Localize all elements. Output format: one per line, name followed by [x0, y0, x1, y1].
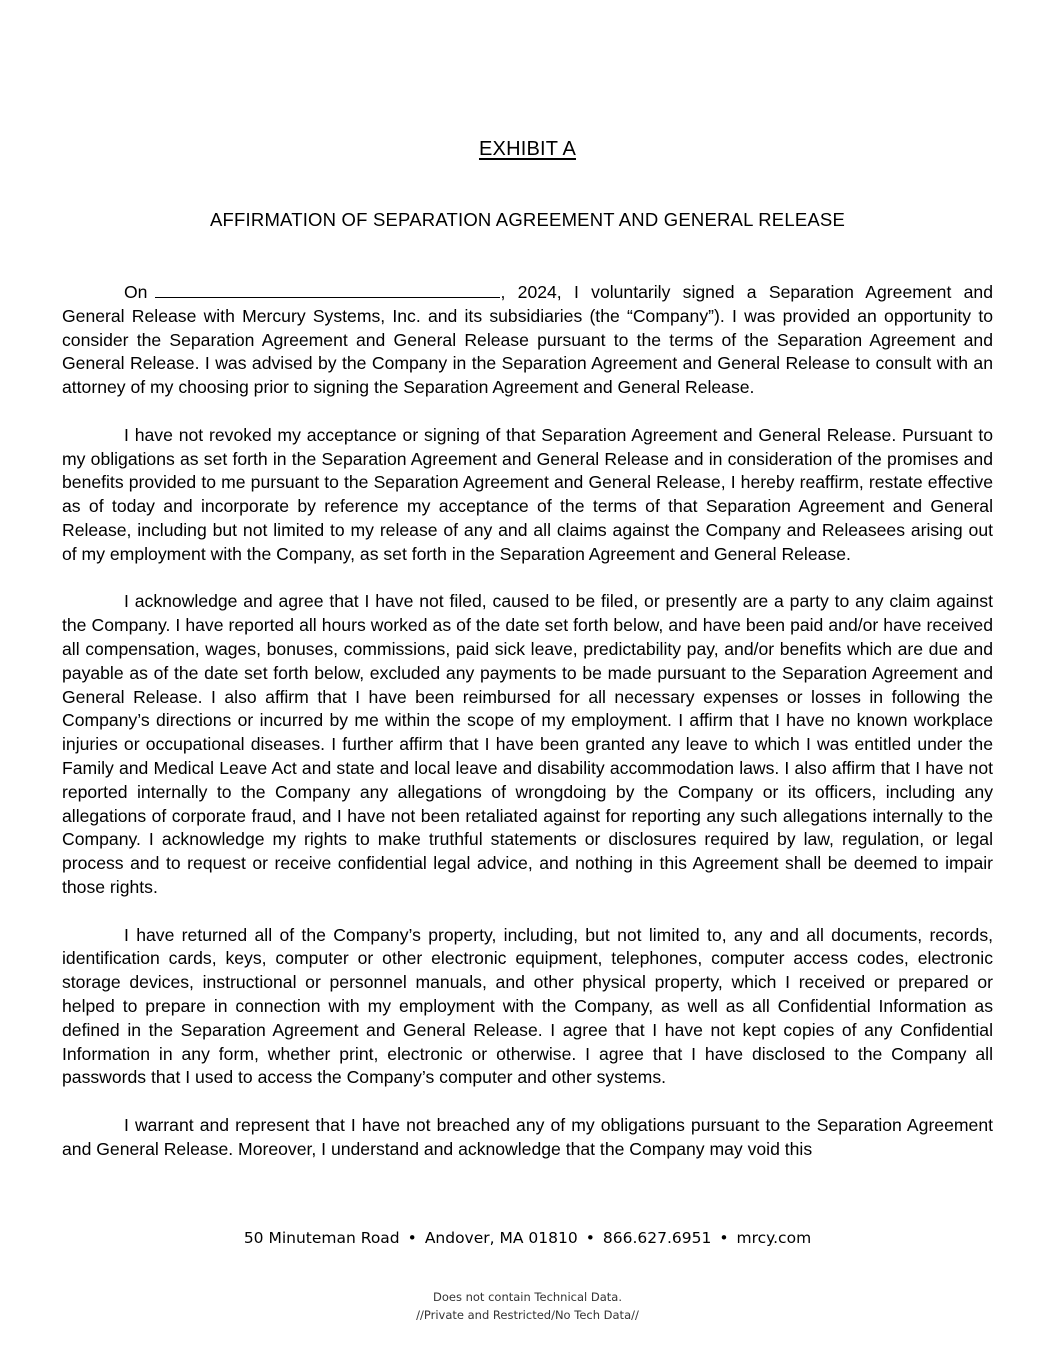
bullet-separator: •: [407, 1229, 417, 1247]
paragraph-property-returned: I have returned all of the Company’s property, including, but not limited to, any and all documents, records, identification cards, keys, computer or other electronic equipment, telephones, computer access codes, electronic storage devices, instructional or personnel manuals, and other physical property, which I received or prepared or helped to prepare in connection with my employment with the Company, as well as all Confidential Information as defined in the Separation Agreement and General Release. I agree that I have not kept copies of any Confidential Information in any form, whether print, electronic or otherwise. I agree that I have disclosed to the Company all passwords that I used to access the Company’s computer and other systems.: [62, 924, 993, 1088]
paragraph-not-revoked: I have not revoked my acceptance or signing of that Separation Agreement and General Release. Pursuant to my obligations as set forth in the Separation Agreement and General Release and in consideration of the promises and benefits provided to me pursuant to the Separation Agreement and General Release, I hereby reaffirm, restate effective as of today and incorporate by reference my acceptance of the terms of that Separation Agreement and General Release, including but not limited to my release of any and all claims against the Company and Releasees arising out of my employment with the Company, as set forth in the Separation Agreement and General Release.: [62, 424, 993, 564]
footer-web: mrcy.com: [736, 1229, 812, 1247]
footer-classification: [0, 1288, 1055, 1324]
paragraph-prefix: On: [124, 282, 148, 302]
date-blank-line: [155, 281, 500, 298]
paragraph-acknowledge: I acknowledge and agree that I have not filed, caused to be filed, or presently are a party to any claim against the Company. I have reported all hours worked as of the date set forth below, and have been paid and/or have received all compensation, wages, bonuses, commissions, paid sick leave, predictability pay, and/or benefits which are due and payable as of the date set forth below, excluded any payments to be made pursuant to the Separation Agreement and General Release. I also affirm that I have been reimbursed for all necessary expenses or losses in following the Company’s directions or incurred by me within the scope of my employment. I affirm that I have no known workplace injuries or occupational diseases. I further affirm that I have been granted any leave to which I was entitled under the Family and Medical Leave Act and state and local leave and disability accommodation laws. I also affirm that I have not reported internally to the Company any allegations of wrongdoing by the Company or its officers, including any allegations of corporate fraud, and I have not been retaliated against for reporting any such allegations internally to the Company. I acknowledge my rights to make truthful statements or disclosures required by law, regulation, or legal process and to request or receive confidential legal advice, and nothing in this Agreement shall be deemed to impair those rights.: [62, 591, 993, 897]
footer-city: Andover, MA 01810: [424, 1229, 578, 1247]
paragraph-warrant: I warrant and represent that I have not breached any of my obligations pursuant to the Separation Agreement and General Release. Moreover, I understand and acknowledge that the Company may void this: [62, 1114, 993, 1159]
footer-note-technical: Does not contain Technical Data.: [432, 1290, 623, 1304]
document-body: [62, 281, 993, 1185]
bullet-separator: •: [719, 1229, 729, 1247]
footer-street: 50 Minuteman Road: [243, 1229, 400, 1247]
footer-phone: 866.627.6951: [602, 1229, 712, 1247]
footer-address: [0, 1229, 1055, 1247]
footer-note-restricted: //Private and Restricted/No Tech Data//: [416, 1308, 639, 1322]
exhibit-heading: EXHIBIT A: [478, 138, 577, 160]
paragraph-text: , 2024, I voluntarily signed a Separation Agreement and General Release with Mercury Systems, Inc. and its subsidiaries (the “Company”). I was provided an opportunity to consider the Separation Agreement and General Release pursuant to the terms of the Separation Agreement and General Release. I was advised by the Company in the Separation Agreement and General Release to consult with an attorney of my choosing prior to signing the Separation Agreement and General Release.: [62, 282, 993, 398]
document-title: AFFIRMATION OF SEPARATION AGREEMENT AND GENERAL RELEASE: [210, 209, 845, 230]
paragraph-signing: [62, 281, 993, 400]
bullet-separator: •: [585, 1229, 595, 1247]
